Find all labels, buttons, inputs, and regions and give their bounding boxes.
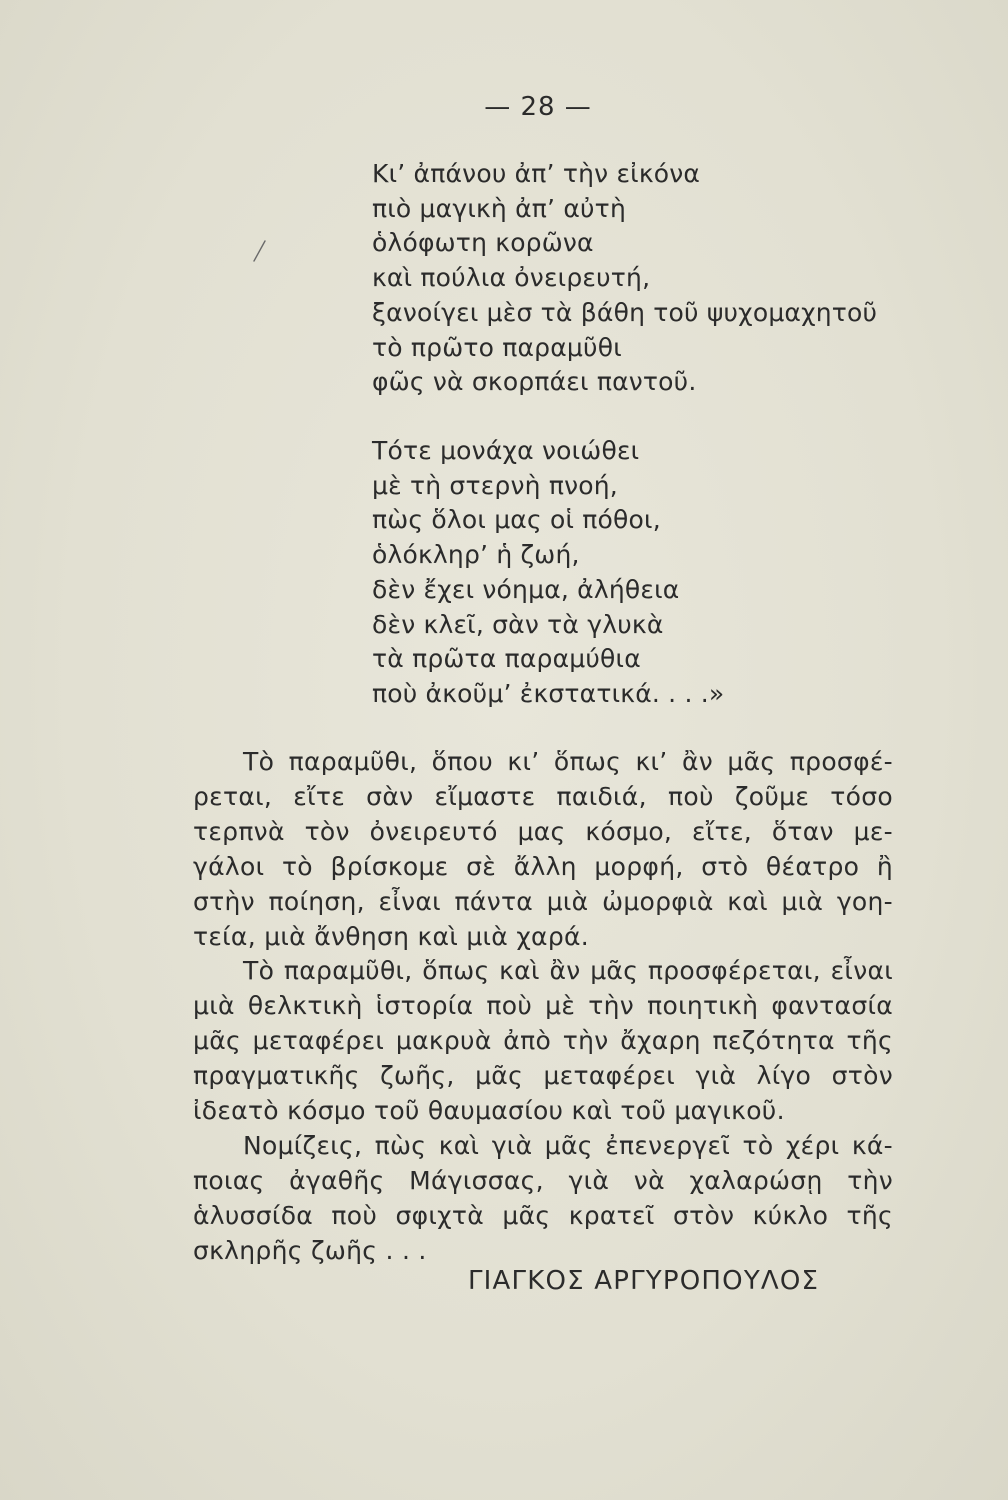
poem-stanza-1: [372, 157, 877, 400]
prose-line: ἁλυσσίδα ποὺ σφιχτὰ μᾶς κρατεῖ στὸν κύκλο τῆς: [193, 1200, 893, 1230]
pencil-mark: [252, 240, 266, 262]
verse-line: Τότε μονάχα νοιώθει: [372, 436, 640, 465]
prose-line: μᾶς μεταφέρει μακρυὰ ἀπὸ τὴν ἄχαρη πεζότητα τῆς: [193, 1026, 893, 1056]
prose-line: ποιας ἀγαθῆς Μάγισσας, γιὰ νὰ χαλαρώσῃ τὴν: [193, 1165, 893, 1195]
prose-line: Νομίζεις, πὼς καὶ γιὰ μᾶς ἐπενεργεῖ τὸ χέρι κά-: [243, 1130, 893, 1160]
page-number: — 28 —: [484, 92, 592, 122]
prose-line: τεία, μιὰ ἄνθηση καὶ μιὰ χαρά.: [193, 921, 590, 951]
verse-line: φῶς νὰ σκορπάει παντοῦ.: [372, 367, 697, 397]
verse-line: τὸ πρῶτο παραμῦθι: [372, 332, 622, 362]
verse-line: τὰ πρῶτα παραμύθια: [372, 644, 641, 674]
verse-line: ποὺ ἀκοῦμ’ ἐκστατικά. . . .»: [372, 678, 725, 708]
verse-line: μὲ τὴ στερνὴ πνοή,: [372, 470, 618, 500]
verse-line: πιὸ μαγικὴ ἀπ’ αὐτὴ: [372, 193, 626, 223]
verse-line: δὲν κλεῖ, σὰν τὰ γλυκὰ: [372, 609, 664, 639]
verse-line: ὁλόφωτη κορῶνα: [372, 228, 594, 258]
prose-line: Τὸ παραμῦθι, ὅπου κι’ ὅπως κι’ ἂν μᾶς προσφέ-: [243, 747, 893, 776]
prose-line: μιὰ θελκτικὴ ἱστορία ποὺ μὲ τὴν ποιητικὴ φαντασία: [193, 991, 893, 1021]
prose-line: τερπνὰ τὸν ὀνειρευτό μας κόσμο, εἴτε, ὅταν με-: [193, 816, 893, 846]
verse-line: πὼς ὅλοι μας οἱ πόθοι,: [372, 505, 661, 535]
verse-line: δὲν ἔχει νόημα, ἀλήθεια: [372, 574, 680, 604]
verse-line: ξανοίγει μὲσ τὰ βάθη τοῦ ψυχομαχητοῦ: [372, 297, 878, 327]
prose-line: Τὸ παραμῦθι, ὅπως καὶ ἂν μᾶς προσφέρεται, εἶναι: [243, 956, 893, 986]
prose-line: πραγματικῆς ζωῆς, μᾶς μεταφέρει γιὰ λίγο στὸν: [193, 1061, 893, 1091]
prose-line: ἰδεατὸ κόσμο τοῦ θαυμασίου καὶ τοῦ μαγικοῦ.: [193, 1096, 785, 1126]
prose-line: στὴν ποίηση, εἶναι πάντα μιὰ ὠμορφιὰ καὶ μιὰ γοη-: [193, 886, 893, 916]
verse-line: καὶ πούλια ὀνειρευτή,: [372, 263, 651, 293]
prose-line: ρεται, εἴτε σὰν εἴμαστε παιδιά, ποὺ ζοῦμε τόσο: [193, 781, 893, 811]
prose-body: [193, 745, 893, 1269]
author-signature: ΓΙΑΓΚΟΣ ΑΡΓΥΡΟΠΟΥΛΟΣ: [468, 1266, 820, 1296]
prose-line: σκληρῆς ζωῆς . . .: [193, 1235, 427, 1265]
prose-line: γάλοι τὸ βρίσκομε σὲ ἄλλη μορφή, στὸ θέατρο ἢ: [193, 851, 893, 881]
poem-stanza-2: [372, 434, 724, 712]
verse-line: Κι’ ἀπάνου ἀπ’ τὴν εἰκόνα: [372, 159, 701, 188]
verse-line: ὁλόκληρ’ ἡ ζωή,: [372, 540, 580, 570]
